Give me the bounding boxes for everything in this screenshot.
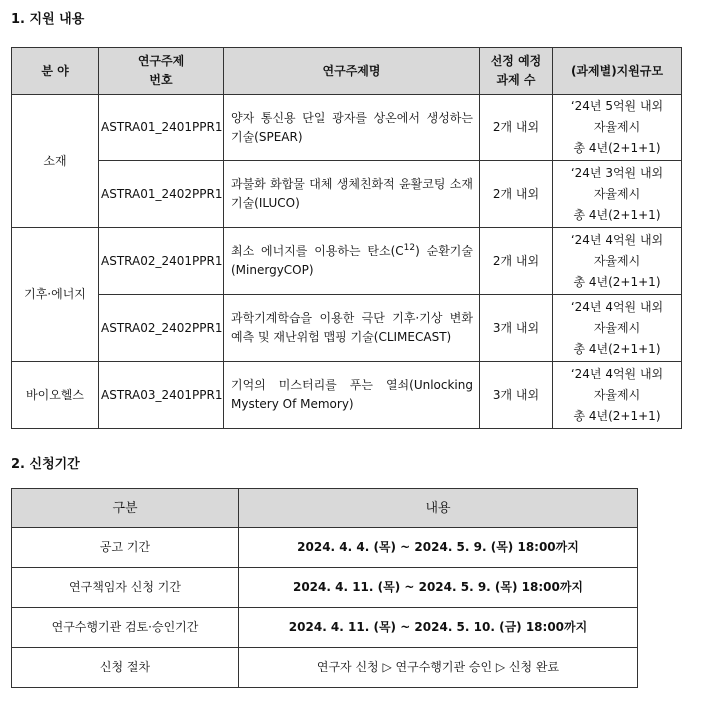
scale-cell: ‘24년 5억원 내외 자율제시 총 4년(2+1+1) <box>553 95 682 161</box>
code-cell: ASTRA02_2401PPR1 <box>99 228 224 295</box>
header-count: 선정 예정 과제 수 <box>480 48 553 95</box>
header-name: 연구주제명 <box>224 48 480 95</box>
table-row <box>12 608 638 648</box>
procedure-value: 연구자 신청 ▷ 연구수행기관 승인 ▷ 신청 완료 <box>239 648 638 688</box>
period-value: 2024. 4. 11. (목) ~ 2024. 5. 10. (금) 18:00까지 <box>239 608 638 648</box>
support-table <box>11 47 682 429</box>
period-table-header <box>12 489 638 528</box>
table-row <box>12 228 682 295</box>
table-row <box>12 528 638 568</box>
table-row <box>12 295 682 362</box>
table-row <box>12 362 682 429</box>
table-row <box>12 95 682 161</box>
period-table <box>11 488 638 688</box>
support-table-header <box>12 48 682 95</box>
topic-name-cell: 과불화 화합물 대체 생체친화적 윤활코팅 소재 기술(ILUCO) <box>224 161 480 228</box>
period-label: 연구책임자 신청 기간 <box>12 568 239 608</box>
section-title-support: 1. 지원 내용 <box>11 12 85 27</box>
scale-cell: ‘24년 4억원 내외 자율제시 총 4년(2+1+1) <box>553 295 682 362</box>
period-value: 2024. 4. 11. (목) ~ 2024. 5. 9. (목) 18:00까지 <box>239 568 638 608</box>
period-label: 연구수행기관 검토·승인기간 <box>12 608 239 648</box>
period-label: 신청 절차 <box>12 648 239 688</box>
table-row <box>12 161 682 228</box>
header-content: 내용 <box>239 489 638 528</box>
period-label: 공고 기간 <box>12 528 239 568</box>
header-code: 연구주제 번호 <box>99 48 224 95</box>
code-cell: ASTRA03_2401PPR1 <box>99 362 224 429</box>
header-scale: (과제별)지원규모 <box>553 48 682 95</box>
count-cell: 3개 내외 <box>480 362 553 429</box>
field-cell: 기후·에너지 <box>12 228 99 362</box>
topic-name-cell: 양자 통신용 단일 광자를 상온에서 생성하는 기술(SPEAR) <box>224 95 480 161</box>
header-field: 분 야 <box>12 48 99 95</box>
count-cell: 2개 내외 <box>480 95 553 161</box>
topic-name-cell: 최소 에너지를 이용하는 탄소$(C^{12})$ 순환기술(MinergyCOP) <box>224 228 480 295</box>
topic-name-cell: 과학기계학습을 이용한 극단 기후·기상 변화 예측 및 재난위험 맵핑 기술(CLIMECAST) <box>224 295 480 362</box>
section-title-period: 2. 신청기간 <box>11 457 80 472</box>
count-cell: 2개 내외 <box>480 161 553 228</box>
scale-cell: ‘24년 4억원 내외 자율제시 총 4년(2+1+1) <box>553 362 682 429</box>
code-cell: ASTRA02_2402PPR1 <box>99 295 224 362</box>
scale-cell: ‘24년 4억원 내외 자율제시 총 4년(2+1+1) <box>553 228 682 295</box>
table-row <box>12 568 638 608</box>
period-value: 2024. 4. 4. (목) ~ 2024. 5. 9. (목) 18:00까지 <box>239 528 638 568</box>
field-cell: 바이오헬스 <box>12 362 99 429</box>
header-category: 구분 <box>12 489 239 528</box>
table-row <box>12 648 638 688</box>
count-cell: 2개 내외 <box>480 228 553 295</box>
code-cell: ASTRA01_2402PPR1 <box>99 161 224 228</box>
scale-cell: ‘24년 3억원 내외 자율제시 총 4년(2+1+1) <box>553 161 682 228</box>
count-cell: 3개 내외 <box>480 295 553 362</box>
code-cell: ASTRA01_2401PPR1 <box>99 95 224 161</box>
field-cell: 소재 <box>12 95 99 228</box>
topic-name-cell: 기억의 미스터리를 푸는 열쇠(Unlocking Mystery Of Memory) <box>224 362 480 429</box>
